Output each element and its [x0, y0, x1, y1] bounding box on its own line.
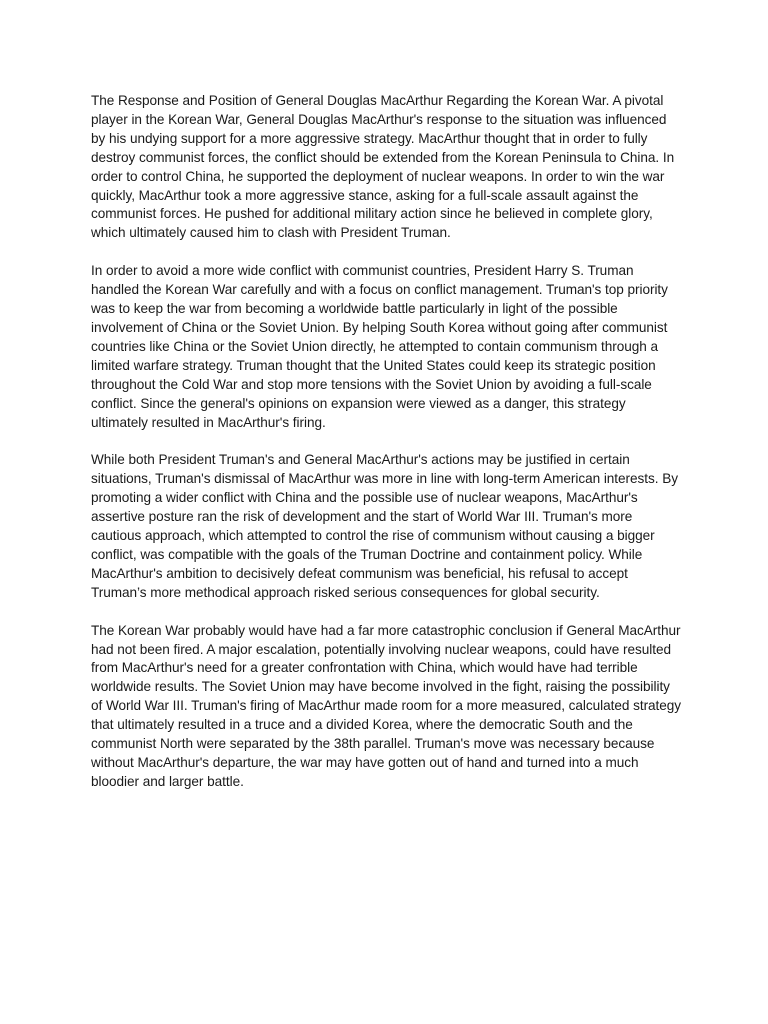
paragraph-4: The Korean War probably would have had a far more catastrophic conclusion if General MacArthur had not been fired. A major escalation, potentially involving nuclear weapons, could have resulted from MacArthur's need for a greater confrontation with China, which would have had terrible worldwide results. The Soviet Union may have become involved in the fight, raising the possibility of World War III. Truman's firing of MacArthur made room for a more measured, calculated strategy that ultimately resulted in a truce and a divided Korea, where the democratic South and the communist North were separated by the 38th parallel. Truman's move was necessary because without MacArthur's departure, the war may have gotten out of hand and turned into a much bloodier and larger battle. — [91, 622, 682, 789]
document-body — [91, 92, 683, 811]
paragraph-3: While both President Truman's and General MacArthur's actions may be justified in certain situations, Truman's dismissal of MacArthur was more in line with long-term American interests. By promoting a wider conflict with China and the possible use of nuclear weapons, MacArthur's assertive posture ran the risk of development and the start of World War III. Truman's more cautious approach, which attempted to control the rise of communism without causing a bigger conflict, was compatible with the goals of the Truman Doctrine and containment policy. While MacArthur's ambition to decisively defeat communism was beneficial, his refusal to accept Truman’s more methodical approach risked serious consequences for global security. — [91, 452, 678, 600]
paragraph-2: In order to avoid a more wide conflict with communist countries, President Harry S. Truman handled the Korean War carefully and with a focus on conflict management. Truman's top priority was to keep the war from becoming a worldwide battle particularly in light of the possible involvement of China or the Soviet Union. By helping South Korea without going after communist countries like China or the Soviet Union directly, he attempted to contain communism through a limited warfare strategy. Truman thought that the United States could keep its strategic position throughout the Cold War and stop more tensions with the Soviet Union by avoiding a full-scale conflict. Since the general's opinions on expansion were viewed as a danger, this strategy ultimately resulted in MacArthur's firing. — [91, 263, 668, 430]
paragraph-1: The Response and Position of General Douglas MacArthur Regarding the Korean War. A pivotal player in the Korean War, General Douglas MacArthur's response to the situation was influenced by his undying support for a more aggressive strategy. MacArthur thought that in order to fully destroy communist forces, the conflict should be extended from the Korean Peninsula to China. In order to control China, he supported the deployment of nuclear weapons. In order to win the war quickly, MacArthur took a more aggressive stance, asking for a full-scale assault against the communist forces. He pushed for additional military action since he believed in complete glory, which ultimately caused him to clash with President Truman. — [91, 93, 675, 241]
